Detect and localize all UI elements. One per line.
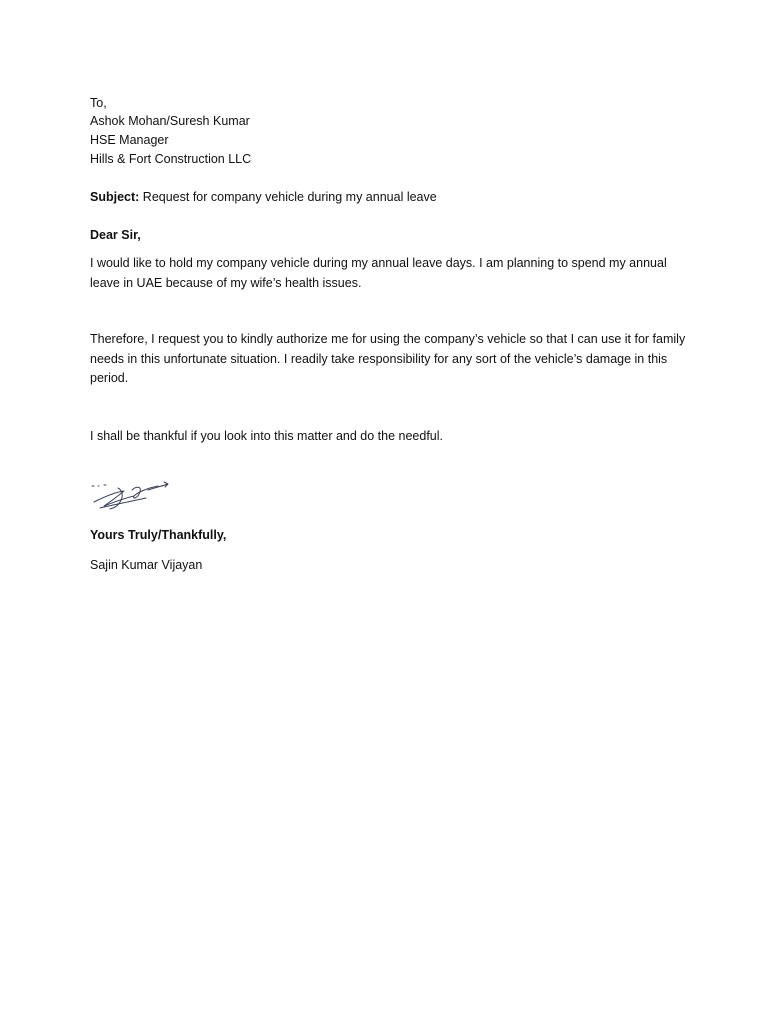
subject-label: Subject: (90, 190, 140, 204)
to-line: To, (90, 96, 107, 110)
body-paragraph-3: I shall be thankful if you look into this matter and do the needful. (90, 429, 443, 443)
body-paragraph-1: I would like to hold my company vehicle during my annual leave days. I am planning to spend my annual leave in UAE because of my wife’s health issues. (90, 256, 667, 290)
recipient-company: Hills & Fort Construction LLC (90, 152, 252, 166)
closing: Yours Truly/Thankfully, (90, 528, 227, 542)
recipient-name: Ashok Mohan/Suresh Kumar (90, 114, 250, 128)
body-paragraph-2: Therefore, I request you to kindly authorize me for using the company’s vehicle so that I can use it for family needs in this unfortunate situation. I readily take responsibility for any sort of the vehicle’s damage in this period. (90, 332, 686, 385)
salutation: Dear Sir, (90, 228, 141, 242)
signature-image (88, 478, 178, 518)
subject-text: Request for company vehicle during my annual leave (139, 190, 437, 204)
sender-name: Sajin Kumar Vijayan (90, 558, 203, 572)
recipient-title: HSE Manager (90, 133, 169, 147)
subject-line (90, 188, 437, 207)
